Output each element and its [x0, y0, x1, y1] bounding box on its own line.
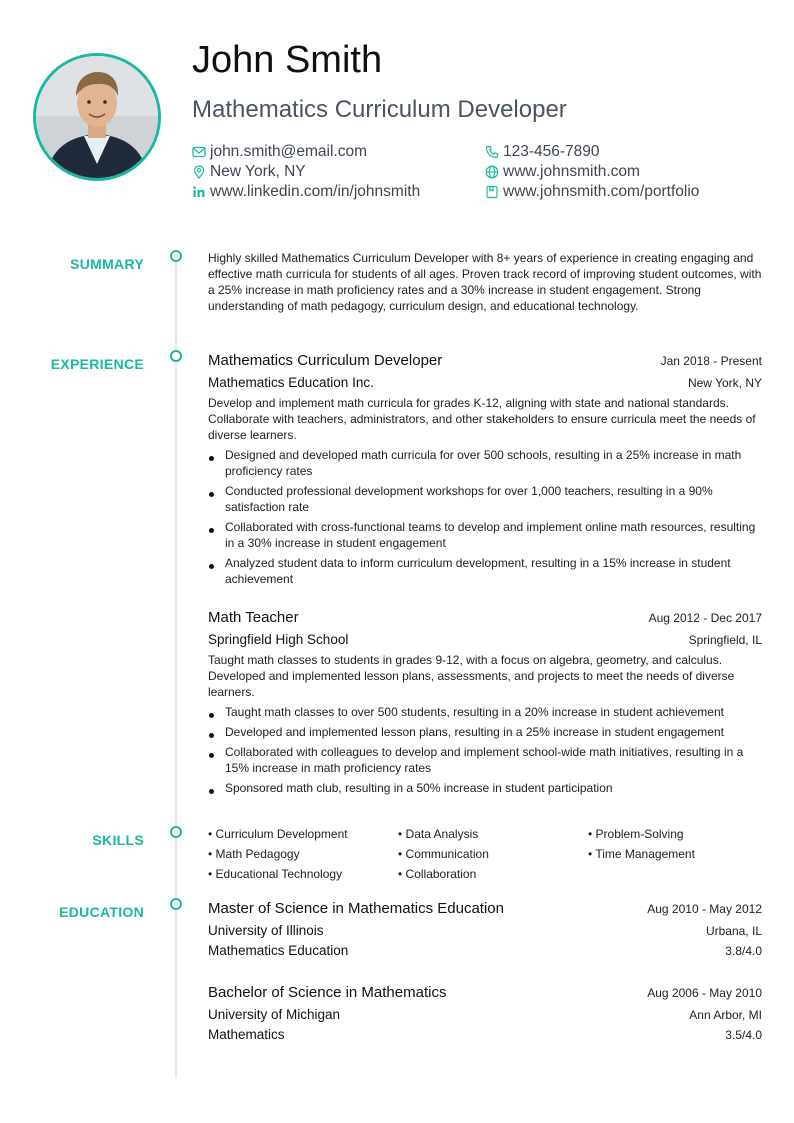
phone-text: 123-456-7890 — [503, 143, 600, 160]
job-dates: Jan 2018 - Present — [660, 354, 762, 368]
job-description: Develop and implement math curricula for grades K-12, aligning with state and national standards. Collaborate with teachers, administrators, and other stakeholders to ensure curricula meet the needs of diverse learners. — [208, 396, 756, 442]
school-name: University of Michigan — [208, 1007, 341, 1022]
mail-icon — [192, 145, 206, 159]
section-label-summary: SUMMARY — [70, 256, 144, 272]
education-dates: Aug 2010 - May 2012 — [647, 902, 762, 916]
achievement-item: Collaborated with cross-functional teams to develop and implement online math resources, resulting in a 30% increase in student engagement — [208, 519, 762, 551]
candidate-name: John Smith — [192, 39, 383, 81]
contact-website[interactable] — [485, 162, 640, 182]
summary-section — [208, 250, 762, 314]
portfolio-icon — [485, 185, 499, 199]
school-name: University of Illinois — [208, 923, 324, 938]
skill-item: • Collaboration — [398, 867, 477, 881]
degree-name: Master of Science in Mathematics Education — [208, 900, 504, 917]
experience-entry — [208, 352, 762, 587]
field-of-study: Mathematics — [208, 1027, 285, 1042]
education-entry — [208, 984, 762, 1042]
website-text: www.johnsmith.com — [503, 163, 640, 180]
linkedin-icon — [192, 185, 206, 199]
skill-item: • Time Management — [588, 847, 695, 861]
gpa: 3.5/4.0 — [725, 1028, 762, 1042]
achievement-list — [208, 704, 762, 796]
profile-photo — [33, 53, 161, 181]
section-label-experience: EXPERIENCE — [50, 356, 144, 372]
job-dates: Aug 2012 - Dec 2017 — [648, 611, 762, 625]
education-entry — [208, 900, 762, 958]
job-title: Mathematics Curriculum Developer — [208, 352, 443, 369]
job-title: Math Teacher — [208, 609, 299, 626]
section-label-education: EDUCATION — [59, 904, 144, 920]
achievement-item: Designed and developed math curricula for over 500 schools, resulting in a 25% increase in math proficiency rates — [208, 447, 762, 479]
location-pin-icon — [192, 165, 206, 179]
timeline-line — [175, 262, 177, 1078]
experience-entry — [208, 609, 762, 796]
degree-name: Bachelor of Science in Mathematics — [208, 984, 447, 1001]
summary-text: Highly skilled Mathematics Curriculum Developer with 8+ years of experience in creating engaging and effective math curricula for students of all ages. Proven track record of improving student outcomes, with a 25% increase in math proficiency rates and a 30% increase in student engagement. Strong understanding of math pedagogy, curriculum design, and educational technology. — [208, 251, 762, 313]
timeline-dot-experience — [170, 350, 182, 362]
company-name: Springfield High School — [208, 632, 349, 647]
skill-item: • Math Pedagogy — [208, 847, 300, 861]
skill-item: • Curriculum Development — [208, 827, 348, 841]
job-description: Taught math classes to students in grades 9-12, with a focus on algebra, geometry, and calculus. Developed and implemented lesson plans, assessments, and projects to meet the needs of diverse learners. — [208, 653, 735, 699]
contact-location — [192, 162, 306, 182]
skill-item: • Communication — [398, 847, 489, 861]
achievement-list — [208, 447, 762, 587]
contact-phone[interactable] — [485, 142, 600, 162]
timeline-dot-summary — [170, 250, 182, 262]
contact-linkedin[interactable] — [192, 182, 420, 202]
achievement-item: Conducted professional development workshops for over 1,000 teachers, resulting in a 90% satisfaction rate — [208, 483, 762, 515]
contact-email[interactable] — [192, 142, 367, 162]
gpa: 3.8/4.0 — [725, 944, 762, 958]
achievement-item: Sponsored math club, resulting in a 50% increase in student participation — [208, 780, 762, 796]
skill-item: • Data Analysis — [398, 827, 479, 841]
portfolio-text: www.johnsmith.com/portfolio — [503, 183, 700, 200]
candidate-title: Mathematics Curriculum Developer — [192, 96, 567, 123]
skill-item: • Problem-Solving — [588, 827, 684, 841]
school-location: Ann Arbor, MI — [689, 1008, 762, 1022]
achievement-item: Developed and implemented lesson plans, resulting in a 25% increase in student engagement — [208, 724, 762, 740]
school-location: Urbana, IL — [705, 924, 762, 938]
field-of-study: Mathematics Education — [208, 943, 349, 958]
achievement-item: Taught math classes to over 500 students, resulting in a 20% increase in student achievement — [208, 704, 762, 720]
job-location: New York, NY — [687, 376, 762, 390]
achievement-item: Collaborated with colleagues to develop and implement school-wide math initiatives, resulting in a 15% increase in math proficiency rates — [208, 744, 762, 776]
achievement-item: Analyzed student data to inform curriculum development, resulting in a 15% increase in student achievement — [208, 555, 762, 587]
section-label-skills: SKILLS — [92, 832, 144, 848]
education-dates: Aug 2006 - May 2010 — [647, 986, 762, 1000]
phone-icon — [485, 145, 499, 159]
job-location: Springfield, IL — [688, 633, 762, 647]
company-name: Mathematics Education Inc. — [208, 375, 374, 390]
globe-icon — [485, 165, 499, 179]
timeline-dot-education — [170, 898, 182, 910]
skills-section — [208, 826, 762, 882]
contact-portfolio[interactable] — [485, 182, 699, 202]
skill-item: • Educational Technology — [208, 867, 343, 881]
timeline-dot-skills — [170, 826, 182, 838]
email-text: john.smith@email.com — [210, 143, 368, 160]
location-text: New York, NY — [210, 163, 306, 180]
linkedin-text: www.linkedin.com/in/johnsmith — [210, 183, 421, 200]
